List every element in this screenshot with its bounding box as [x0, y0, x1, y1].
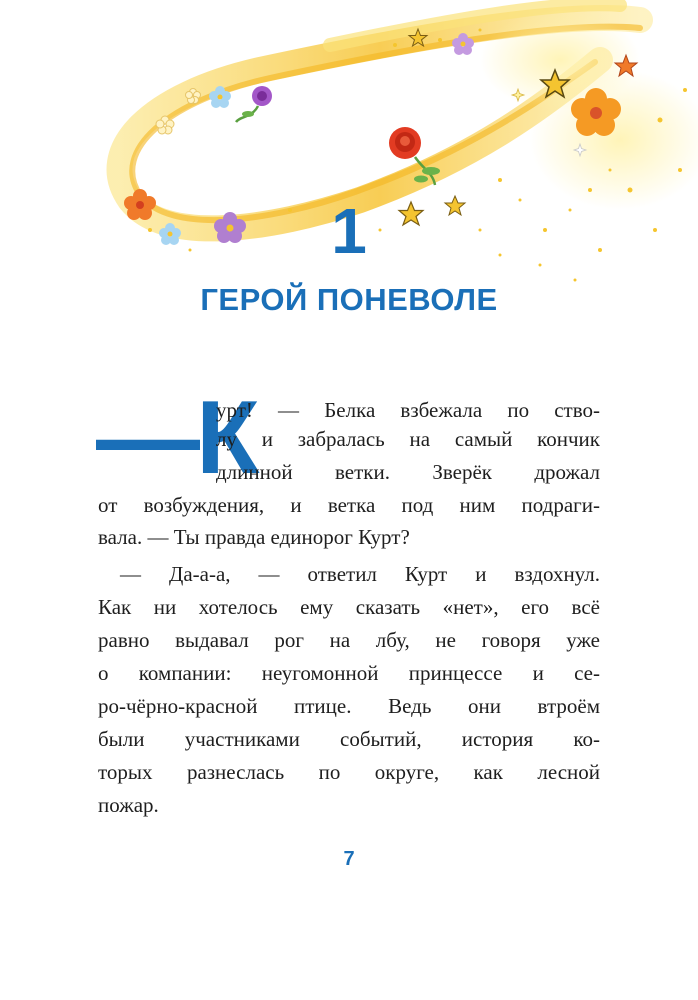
text-line: о компании: неугомонной принцессе и се- — [98, 661, 600, 685]
rose-icon — [236, 86, 272, 122]
text-line: лу и забралась на самый кончик — [216, 427, 600, 451]
chapter-title: ГЕРОЙ ПОНЕВОЛЕ — [200, 282, 498, 317]
chapter-number: 1 — [331, 195, 367, 267]
text-line: пожар. — [98, 793, 159, 817]
text-line: урт! — Белка взбежала по ство- — [216, 398, 600, 422]
text-line: — Да-а-а, — ответил Курт и вздохнул. — [120, 562, 600, 586]
page-number: 7 — [343, 848, 355, 870]
text-line: длинной ветки. Зверёк дрожал — [216, 460, 600, 484]
text-line: вала. — Ты правда единорог Курт? — [98, 525, 410, 549]
drop-cap: —К — [96, 380, 256, 496]
text-line: ро-чёрно-красной птице. Ведь они втроём — [98, 694, 600, 718]
text-line: торых разнеслась по округе, как лесной — [98, 760, 600, 784]
text-line: были участниками событий, история ко- — [98, 727, 600, 751]
text-line: равно выдавал рог на лбу, не говоря уже — [98, 628, 600, 652]
text-line: Как ни хотелось ему сказать «нет», его всё — [98, 595, 600, 619]
text-line: от возбуждения, и ветка под ним подраги- — [98, 493, 600, 517]
